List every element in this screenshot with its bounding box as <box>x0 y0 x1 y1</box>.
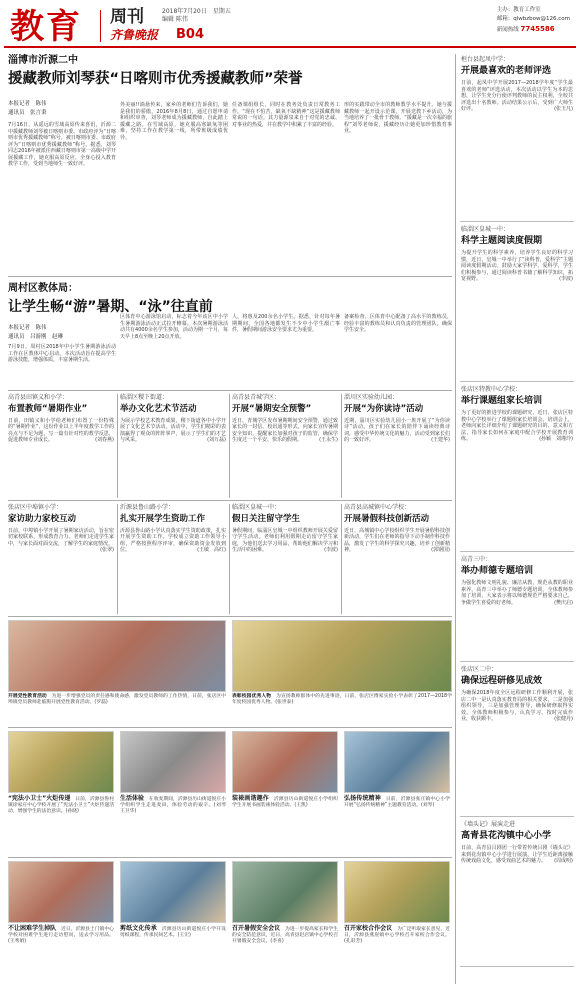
right-brief-kicker: 临淄区皇城一中： <box>461 226 510 233</box>
photo-caption-text: 沂源县历山街道悦庄小学开设剪纸课程，传承民间艺术。 <box>120 927 226 939</box>
brief-item <box>8 504 114 614</box>
brief-text: 日前，中埠镇小学开展了暑期家访活动，旨在密切家校联系，形成教育合力。老师们走进学生家中，与家长面对面交流，了解学生的家庭情况。 <box>8 527 114 547</box>
brief-body <box>232 418 338 444</box>
brief-text: 沂源县鲁山路小学认真落实学生资助政策，扎实开展学生资助工作。学校成立资助工作领导小组，严格按照程序评审，确保资助资金发放到位。 <box>120 527 226 554</box>
news-photo <box>120 731 226 793</box>
brief-text: 为展示学校艺术教育成果，稷下街道各中小学开展了文化艺术节活动。活动中，学生们精彩的表演赢得了观众的阵阵掌声，展示了学生们的才艺与风采。 <box>120 417 226 444</box>
right-brief-text: 为了更好的推进学校的课题研究，近日，张店区特教中心学校举行了课题组家长培训会。培训会上，老师向家长详细介绍了课题研究的目的、意义和方法，指导家长如何在家庭中配合学校开展教育训练。 <box>461 410 573 443</box>
right-brief-author: (周成明) <box>554 858 573 865</box>
brief-divider <box>341 504 342 614</box>
brief-divider <box>117 504 118 614</box>
right-brief-kicker: 张店区特教中心学校： <box>461 386 522 393</box>
feature-col-2: 区体育中心游泳馆启动，标志着今年该区中小学生暑期游泳活动正式拉开帷幕。本次暑期游泳活动共有4000余名学生参加，活动为期一个月，每天早上8点至晚上20点开放。 <box>120 314 228 340</box>
photo-caption <box>344 795 450 853</box>
date-line: 2018年7月20日 星期五 编辑 陈伟 <box>162 8 231 23</box>
news-photo <box>344 731 450 793</box>
right-brief-text: 日前，高青县吕剧团一行带着传统吕剧《墙头记》来到花沟镇中心小学进行展演，让学生近距离接触传统戏曲文化，感受戏曲艺术的魅力。 <box>461 845 573 865</box>
photo-caption-author: (刘琴 王卫华) <box>120 803 231 815</box>
photo-caption-title: 开展党性教育活动 <box>8 694 47 699</box>
brief-author: (王敏 高红) <box>197 547 226 554</box>
photo-caption-title: 表彰校园优秀人物 <box>232 694 272 699</box>
photo-caption-author: (张世泰) <box>275 700 294 706</box>
brief-author: (张翠) <box>100 547 114 554</box>
photo-caption <box>232 925 338 983</box>
brief-title: 开展暑假科技创新活动 <box>344 513 430 524</box>
photo-caption-title: 装裱画谐趣作 <box>232 795 269 802</box>
right-brief-title: 开展最喜欢的老师评选 <box>461 65 552 76</box>
brief-title: 开展“为你读诗”活动 <box>344 403 424 414</box>
photo-caption-title: 召开暑假安全会议 <box>232 925 281 932</box>
photo-caption-title: 剪纸文化传承 <box>120 925 157 932</box>
section-rule <box>8 857 452 858</box>
newspaper-logo: 齐鲁晚报 <box>110 28 159 42</box>
brief-kicker: 沂源县鲁山路小学： <box>120 504 175 511</box>
photo-caption-author: (罗磊) <box>94 700 108 706</box>
brief-kicker: 临淄区稷下街道： <box>120 394 169 401</box>
section-rule <box>8 616 452 617</box>
feature-col-1: 7月9日，周村区2018年中小学生暑期游泳活动工作在区教体中心启动。本次活动旨在提高学生游泳技能，增强体质，丰富暑期生活。 <box>8 344 116 363</box>
brief-title: 举办文化艺术节活动 <box>120 403 197 414</box>
right-brief-text: 日前，起凤中学开展2017—2018学年度“学生最喜欢的老师”评选活动，本次活动以学生为本的思想，让学生充分行使评判教师的民主权利，全校共评选出十名教师。活动结果公示后，受到广大师生好评。 <box>461 80 573 113</box>
brief-item <box>344 394 450 498</box>
right-brief-title: 高青县花沟镇中心小学 <box>461 830 552 841</box>
photo-caption-author: (王秀娟) <box>8 939 27 945</box>
brief-item <box>232 394 338 498</box>
photo-caption <box>120 925 226 983</box>
brief-text: 日前，田镇义和小学给老师们布置了一份特殊的“暑期作业”，这份作业以上半年度教学工作的亮点与不足为题，写一篇有针对性的教学反思，促进教师专业成长。 <box>8 417 114 444</box>
right-brief-kicker: 《墙头记》展演走进 <box>461 821 516 828</box>
photo-caption <box>232 694 452 724</box>
right-brief <box>460 222 574 382</box>
news-photo <box>344 861 450 923</box>
photo-caption-title: 生活体验 <box>120 795 145 802</box>
photo-caption-text: 沂源县历山街道悦庄小学组织学生开展书画装裱体验活动。 <box>232 797 338 809</box>
brief-title: 假日关注留守学生 <box>232 513 301 524</box>
brief-title: 家访助力家校互动 <box>8 513 77 524</box>
photo-caption-text: 为进一步增强党员的责任感和使命感，激发党员教师的工作热情，日前，张店区中埠镇党员教师赴临朐开展党性教育活动。 <box>8 694 226 706</box>
photo-caption <box>8 795 114 853</box>
news-photo <box>8 731 114 793</box>
right-brief-kicker: 桓台县起凤中学： <box>461 56 510 63</box>
weekly-label: 周刊 <box>110 7 144 27</box>
photo-caption <box>232 795 338 853</box>
brief-item <box>8 394 114 498</box>
right-brief-text: 为提升学生的科学素养，培养学生良好的科学习惯，近日，皇城一中举行了“读科普，爱科学”主题阅读度假期活动。鼓励大家学科学、爱科学，学生们积极参与，通过阅读科普书籍了解科学知识，拓宽视野。 <box>461 250 573 283</box>
photo-caption-text: 日前，沂源县张庄镇中心小学开展“弘扬传统精神”主题教育活动。 <box>344 797 450 809</box>
right-brief-title: 举行课题组家长培训 <box>461 395 543 406</box>
brief-body <box>120 418 226 444</box>
brief-author: (刘万磊) <box>207 437 226 444</box>
photo-caption <box>344 925 450 983</box>
photo-caption-text: 为广泛听取家长意见，近日，沂源县燕崖镇中心学校召开家校合作会议。 <box>344 927 450 939</box>
photo-caption <box>8 925 114 983</box>
right-brief-body <box>461 250 573 283</box>
brief-title: 布置教师“暑期作业” <box>8 403 88 414</box>
right-brief <box>460 382 574 552</box>
right-brief-title: 举办师德专题培训 <box>461 565 534 576</box>
brief-body <box>344 528 450 554</box>
right-brief-kicker: 张店区二中： <box>461 666 498 673</box>
feature-headline: 让学生畅“游”暑期、“泳”往直前 <box>8 299 213 315</box>
lead-col-4: 形的实践带动全市的教师教学水平提升。她与援藏教师一起开设示范课，开展送教下乡活动，为当地培养了一批骨干教师。“援藏是一次幸福的旅程”刘琴老师说，援藏经历让她更加珍惜教育事业。 <box>344 102 452 134</box>
right-brief-title: 确保远程研修见成效 <box>461 675 543 686</box>
masthead-divider <box>100 10 101 42</box>
brief-kicker: 高青县高城镇中心学校： <box>344 504 411 511</box>
section-rule <box>8 276 452 277</box>
photo-caption-author: (王宏) <box>177 933 191 939</box>
brief-body <box>8 527 114 554</box>
brief-author: (李波) <box>324 547 338 554</box>
photo-caption <box>120 795 231 853</box>
brief-author: (郭钢国) <box>431 547 450 554</box>
brief-item <box>120 394 226 498</box>
brief-author: (王永生) <box>319 437 338 444</box>
feature-kicker: 周村区教体局： <box>8 283 78 294</box>
brief-kicker: 临淄区皇城一中： <box>232 504 281 511</box>
news-photo <box>232 620 452 692</box>
right-brief-text: 为强化教师文明礼貌、廉洁从教，规范从教的职业素养，高青三中举办了师德专题培训。全体教师参加了培训，大家表示将以师德规范严格要求自己，争做学生喜爱的好老师。 <box>461 580 573 606</box>
photo-caption-author: (刘琴) <box>420 803 435 809</box>
brief-item <box>232 504 338 614</box>
brief-kicker: 淄川区实验幼儿园： <box>344 394 399 401</box>
feature-col-4: 备案检查，区体育中心配备了高水平的教练员，经验丰富的教练员和认真负责的管理团队，确保学生安全。 <box>344 314 452 333</box>
feature-col-3: 人，将惠及200余名小学生。据悉，针对每年暑期期间，全国各地都发生不少中小学生溺亡事件，暑假期间游泳安全要求尤为重要。 <box>232 314 340 333</box>
right-column <box>460 52 574 967</box>
right-column-divider <box>455 54 456 984</box>
news-photo <box>8 861 114 923</box>
brief-title: 扎实开展学生资助工作 <box>120 513 206 524</box>
lead-story <box>8 54 448 89</box>
right-brief-author: (张健丹) <box>554 716 573 723</box>
right-brief-body <box>461 690 573 723</box>
feature-story <box>8 282 448 316</box>
brief-text: 近日，青城学区发布暑期期间安全预警，通过致家长的一封信、校讯通等形式，向家长宣传暑期安全知识，提醒家长加强对孩子的监管，确保学生度过一个平安、快乐的假期。 <box>232 417 338 444</box>
photo-caption-author: (李喜) <box>270 939 284 945</box>
brief-item <box>120 504 226 614</box>
right-brief-author: (孙颖 刘瑾玲) <box>539 436 573 443</box>
brief-body <box>232 528 338 554</box>
photo-caption-title: “宪法小卫士”火炬传递 <box>8 795 71 802</box>
right-brief <box>460 662 574 817</box>
brief-text: 近期，淄川区实验幼儿园小一班开展了“为你读诗”活动。孩子们在家长的陪伴下诵读经典诗词，感受中华传统文化的魅力，活动受到家长们的一致好评。 <box>344 417 450 444</box>
section-rule <box>8 500 452 501</box>
brief-kicker: 张店区中埠镇小学： <box>8 504 63 511</box>
section-rule <box>8 727 452 728</box>
lead-col-1: 7月16日，从遥远的雪域高原传来喜讯，沂源二中援藏教师刘琴被日喀则市委、市政府评为“日喀则市优秀援藏教师”称号。被日喀则市委、市政府评为“日喀则市优秀援藏教师”称号。据悉，刘琴同志2016年被派往西藏日喀则市第一高级中学开展援藏工作，她克服高原反应，全身心投入教育教学工作，受到当地师生一致好评。 <box>8 122 116 167</box>
photo-caption-text: 在收麦期间，沂源县历山街道悦庄小学组织学生走进麦田，体验劳动的艰辛。 <box>120 797 226 809</box>
brief-text: 暑假期间，临淄区皇城一中组织教师开展关爱留守学生活动。老师们利用假期走访留守学生家庭，为他们送去学习用品，帮助他们解决学习和生活中的困难。 <box>232 527 338 554</box>
right-brief-author: (樊庆启) <box>554 599 573 606</box>
brief-divider <box>117 394 118 498</box>
right-brief-kicker: 高青三中： <box>461 556 492 563</box>
news-photo <box>120 861 226 923</box>
lead-col-2: 外美丽!!淌悬传来，家乡的老师们告诉我们，她是我们的骄傲，2016年8月8日，通过自愿申请和组织审查，刘琴老师成为援藏教师，自此踏上援藏之路。在雪域高原，她克服高寒缺氧等困难，坚持工作在教学第一线，所带班级成绩优异。 <box>120 102 228 141</box>
photo-caption-author: (孙晓) <box>65 809 79 815</box>
brief-divider <box>229 394 230 498</box>
photo-caption-author: (孔彩芳) <box>344 939 363 945</box>
photo-caption-title: 不让困难学生掉队 <box>8 925 57 932</box>
news-photo <box>232 861 338 923</box>
section-rule <box>8 390 452 391</box>
brief-author: (王建华) <box>431 437 450 444</box>
photo-caption-text: 近日，沂源县土门镇中心学校对困难学生进行走访慰问，送去学习用品。 <box>8 927 114 939</box>
news-photo <box>8 620 226 692</box>
brief-divider <box>229 504 230 614</box>
contact-block: 主办：教育工作室 邮箱：qlwbzbow@126.com 新闻热线 7745586 <box>496 7 570 33</box>
brief-text: 近日，高城镇中心学校组织学生开展暑假科技创新活动，学生们在老师的指导下动手制作科技作品，激发了学生的科学探究兴趣，培养了创新精神。 <box>344 527 450 554</box>
brief-body <box>8 418 114 444</box>
right-brief-author: (李波) <box>559 276 573 283</box>
news-photo <box>232 731 338 793</box>
brief-kicker: 高青县田镇义和小学： <box>8 394 69 401</box>
right-brief <box>460 552 574 662</box>
lead-kicker: 淄博市沂源二中 <box>8 55 78 66</box>
brief-author: (刘春燕) <box>95 437 114 444</box>
photo-caption-title: 弘扬传统精神 <box>344 795 381 802</box>
brief-body <box>344 418 450 444</box>
brief-title: 开展“暑期安全预警” <box>232 403 312 414</box>
right-brief-body <box>461 845 573 865</box>
right-brief-body <box>461 80 573 113</box>
lead-headline: 援藏教师刘琴获“日喀则市优秀援藏教师”荣誉 <box>8 71 303 87</box>
photo-caption <box>8 694 226 724</box>
right-brief-text: 为确保2018年度全区远程研修工作顺利开展，张店二中一是认真落实教育局的相关要求，二是加强组织领导，三是加强管理督导，确保研修取得实效。全体教师积极参与，认真学习，按时完成作业，收获颇丰。 <box>461 690 573 723</box>
feature-byline: 本报记者 陈伟 通讯员 吕游刚 赵琳 <box>8 325 64 340</box>
right-brief-body <box>461 580 573 606</box>
masthead <box>4 2 576 48</box>
right-brief <box>460 817 574 967</box>
photo-caption-text: 为进一步提高家长和学生的安全防范意识，近日，高青县赵店镇中心学校召开暑假安全会议。 <box>232 927 338 945</box>
right-brief-author: (张玉凡) <box>554 106 573 113</box>
photo-caption-title: 召开家校合作会议 <box>344 925 393 932</box>
photo-caption-text: 日前，沂源县鲁村镇徐家庄中心学校开展了“宪法小卫士”火炬传递活动，增强学生的法治意识。 <box>8 797 114 815</box>
photo-caption-text: 为宣扬教师群体中的先进事迹，日前，张店区傅家实验小学表彰了2017—2018学年度校园优秀人物。 <box>232 694 452 706</box>
brief-body <box>120 528 226 554</box>
page-number: B04 <box>176 27 204 42</box>
right-brief <box>460 52 574 222</box>
brief-divider <box>341 394 342 498</box>
photo-caption-author: (王凯) <box>294 803 308 809</box>
right-brief-body <box>461 410 573 443</box>
lead-col-3: 任备课组组长，同时在教务处负责日常教务工作。“现在不怕苦，缺氧不缺精神”这是援藏教师常说的一句话。其力量源泉来自于对党的忠诚、对事业的热爱，并在教学中积累了丰富的经验。 <box>232 102 340 128</box>
brief-item <box>344 504 450 614</box>
lead-byline: 本报记者 陈伟 通讯员 张言秉 <box>8 101 47 116</box>
section-title: 教育 <box>10 7 82 47</box>
right-brief-title: 科学主题阅读度假期 <box>461 235 543 246</box>
brief-kicker: 高青县青城学区： <box>232 394 281 401</box>
